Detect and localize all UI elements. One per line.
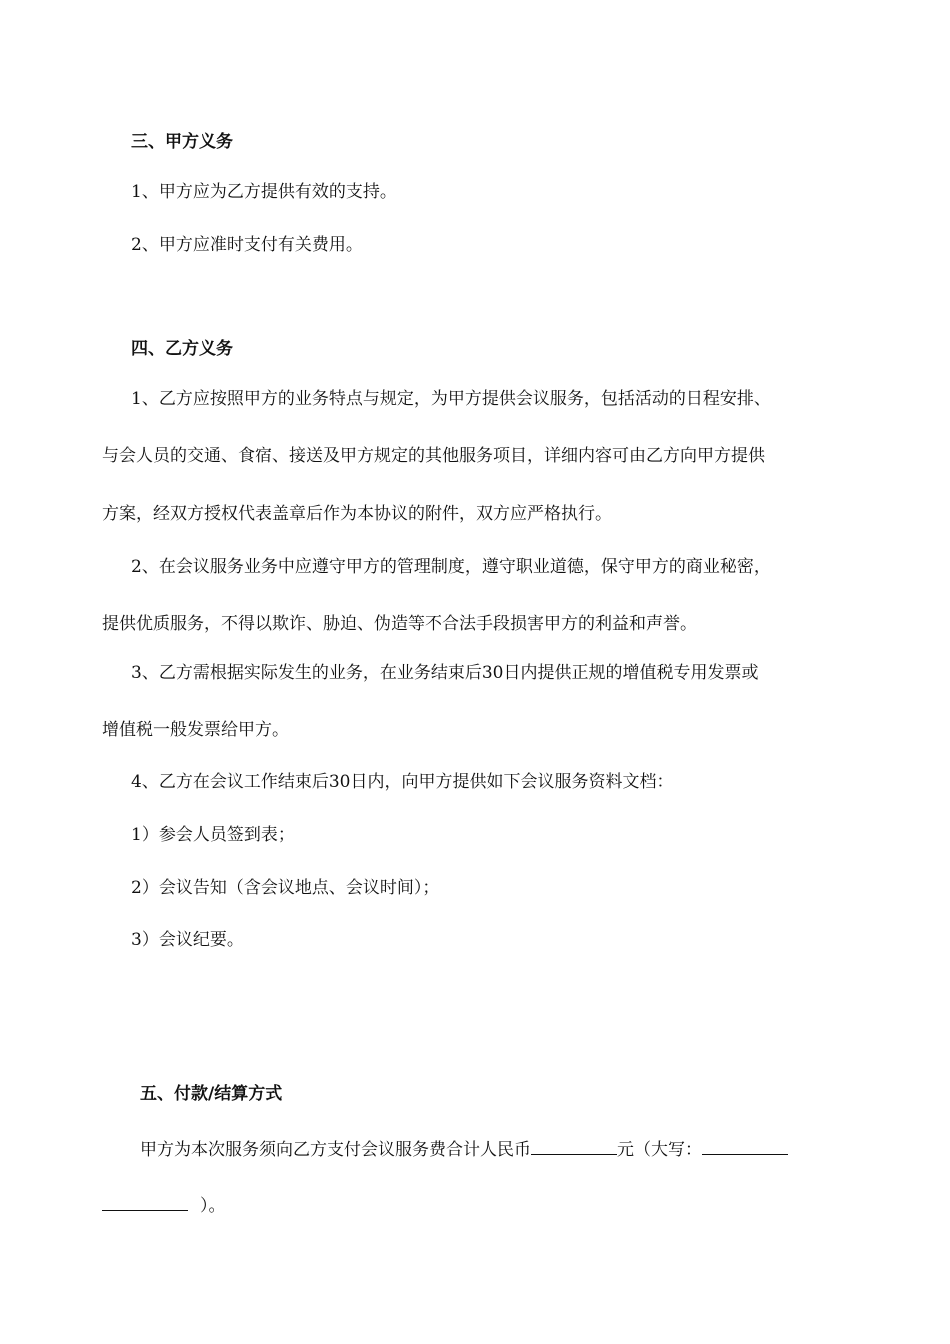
amount-uppercase-blank-2[interactable] [102,1192,188,1211]
section3-item-2: 2、甲方应准时支付有关费用。 [131,235,363,255]
payment-closing: ）。 [200,1196,226,1216]
payment-line-1 [140,1136,788,1162]
section4-item1-line3: 方案，经双方授权代表盖章后作为本协议的附件，双方应严格执行。 [102,504,612,524]
section4-item1-line2: 与会人员的交通、食宿、接送及甲方规定的其他服务项目，详细内容可由乙方向甲方提供 [102,446,765,466]
section4-item3-line2: 增值税一般发票给甲方。 [102,720,289,740]
section3-item-1: 1、甲方应为乙方提供有效的支持。 [131,182,397,202]
payment-uppercase-label: 元（大写： [617,1140,702,1160]
section4-item1-line1: 1、乙方应按照甲方的业务特点与规定，为甲方提供会议服务，包括活动的日程安排、 [131,389,771,409]
payment-amount-label: 甲方为本次服务须向乙方支付会议服务费合计人民币 [140,1140,531,1160]
section5-heading: 五、付款/结算方式 [140,1084,283,1104]
amount-uppercase-blank-1[interactable] [702,1136,788,1155]
amount-figure-blank[interactable] [531,1136,617,1155]
section4-subitem-2: 2）会议告知（含会议地点、会议时间）； [131,878,440,898]
section4-item4: 4、乙方在会议工作结束后30日内，向甲方提供如下会议服务资料文档： [131,772,674,792]
section3-heading: 三、甲方义务 [131,132,233,152]
section4-heading: 四、乙方义务 [131,339,233,359]
section4-subitem-1: 1）参会人员签到表； [131,825,295,845]
section4-item2-line1: 2、在会议服务业务中应遵守甲方的管理制度，遵守职业道德，保守甲方的商业秘密， [131,557,771,577]
section4-subitem-3: 3）会议纪要。 [131,930,244,950]
payment-line-2 [102,1192,226,1218]
section4-item3-line1: 3、乙方需根据实际发生的业务，在业务结束后30日内提供正规的增值税专用发票或 [131,663,759,683]
section4-item2-line2: 提供优质服务，不得以欺诈、胁迫、伪造等不合法手段损害甲方的利益和声誉。 [102,614,697,634]
